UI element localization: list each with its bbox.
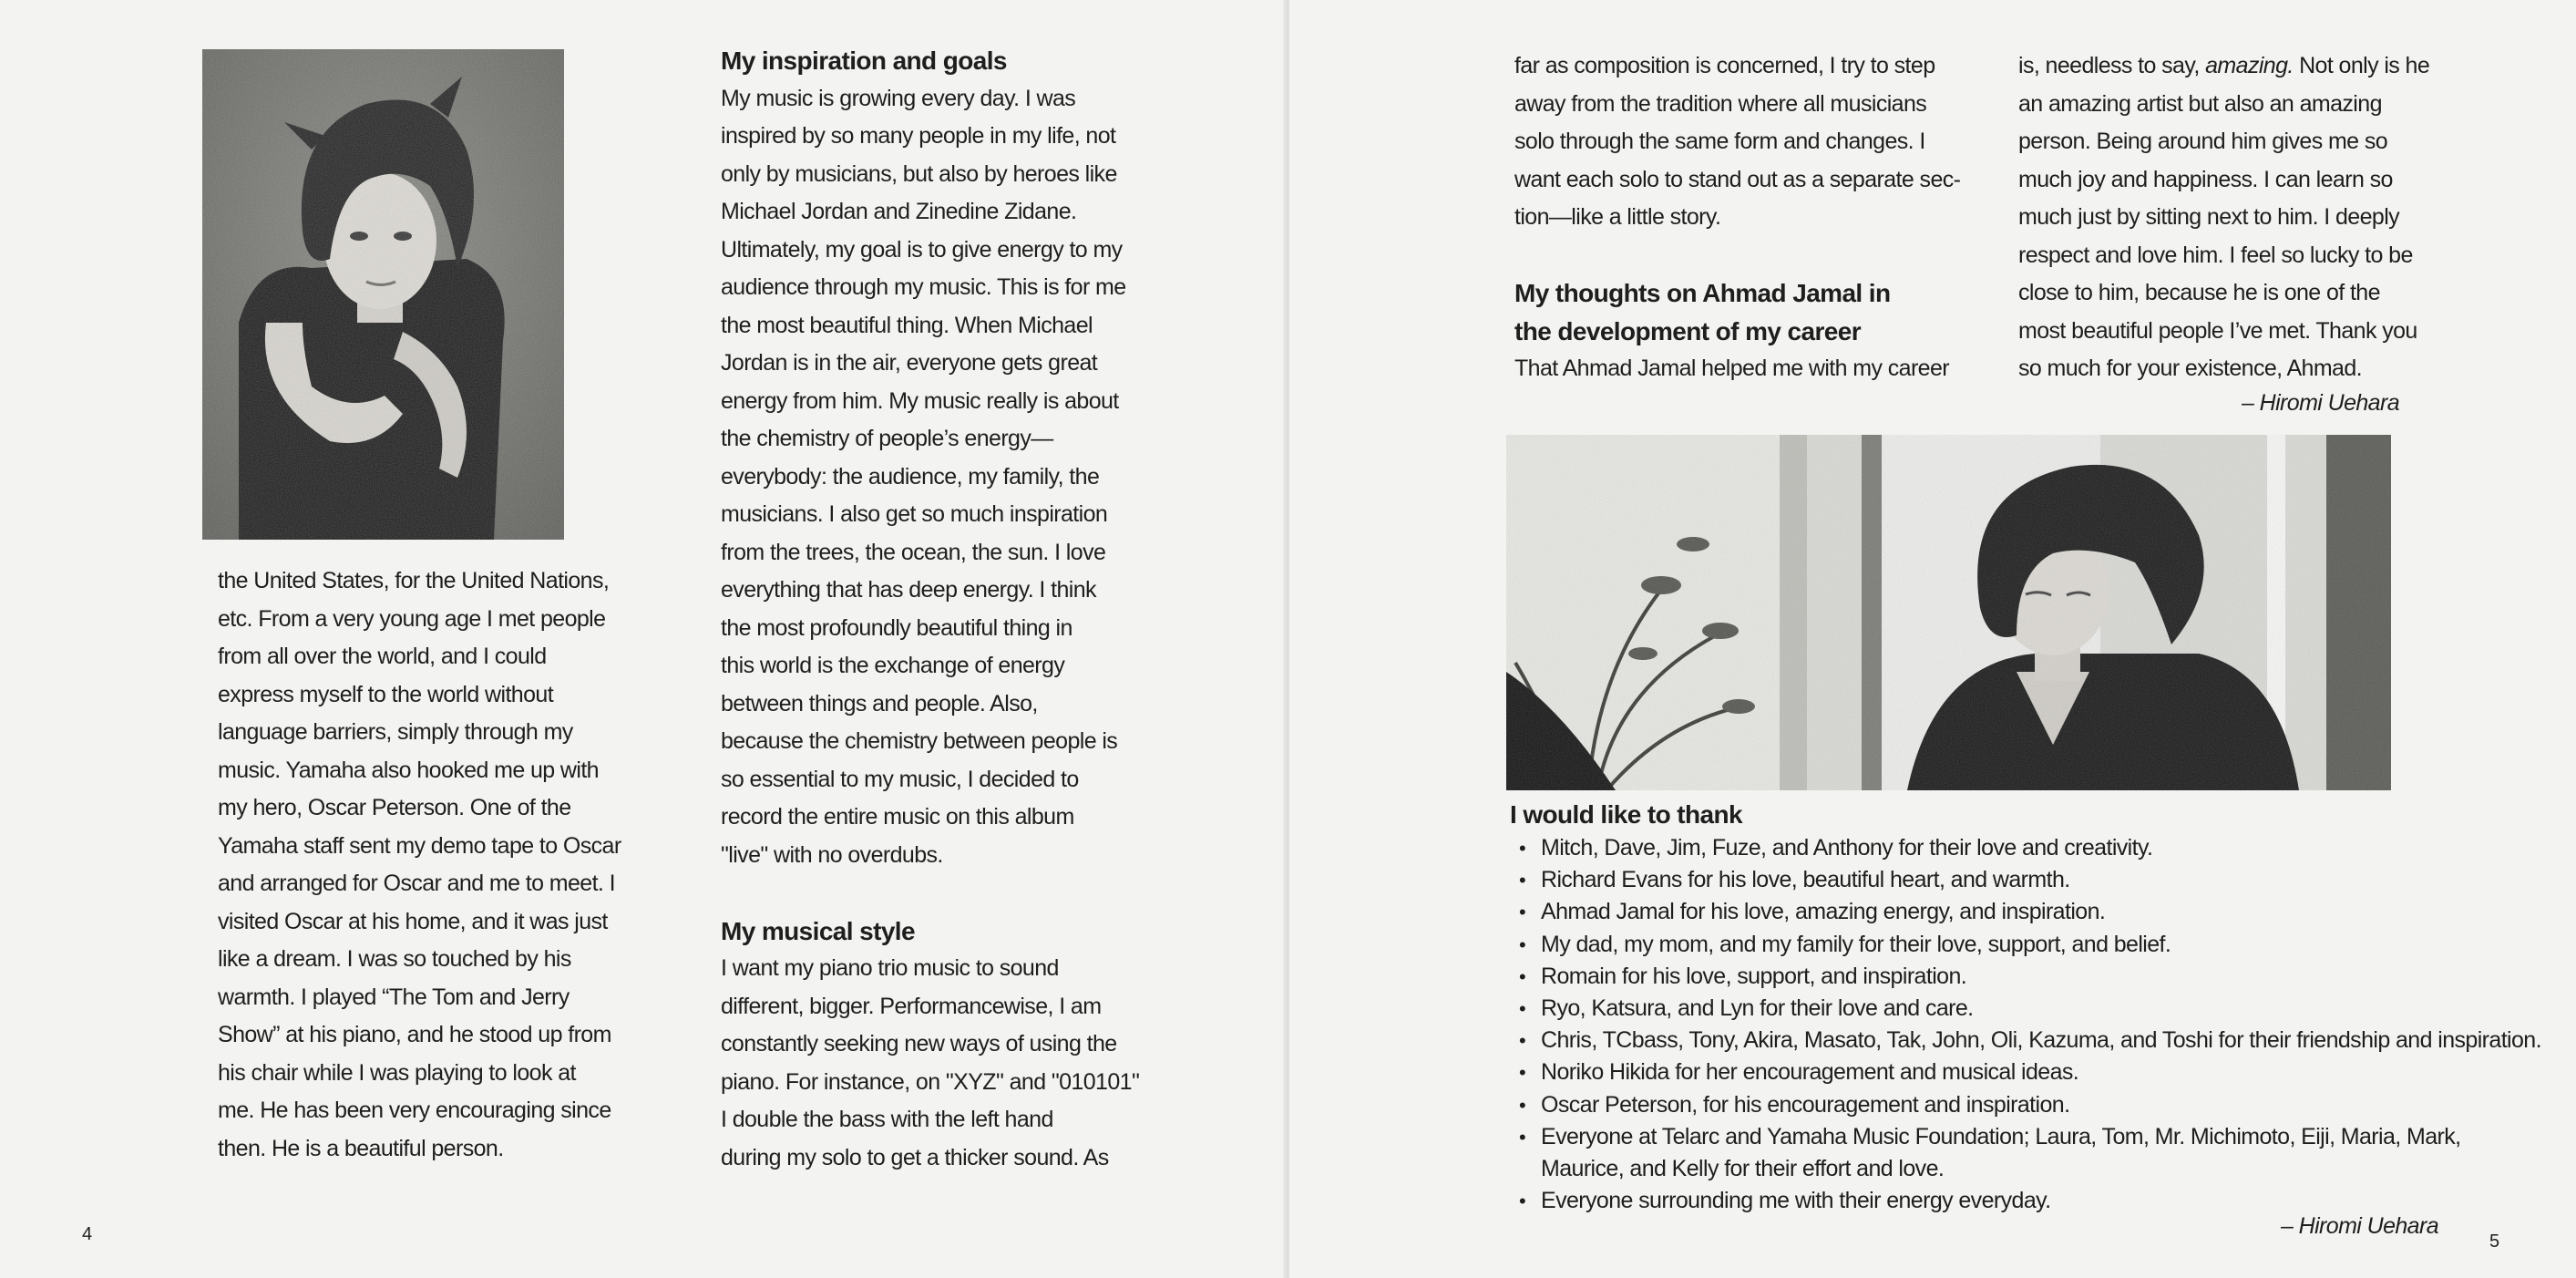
text-line: I double the bass with the left hand	[721, 1107, 1053, 1132]
text-line: That Ahmad Jamal helped me with my career	[1514, 356, 1950, 381]
right-column-1	[1514, 47, 1960, 388]
text-line: my hero, Oscar Peterson. One of the	[218, 795, 571, 820]
spacer	[1514, 237, 1960, 275]
list-item: • Ahmad Jamal for his love, amazing energy, and inspiration.	[1510, 896, 2549, 928]
text-line: inspired by so many people in my life, not	[721, 123, 1116, 149]
text-line: "live" with no overdubs.	[721, 841, 943, 868]
text-line: the most profoundly beautiful thing in	[721, 614, 1072, 641]
list-item: • Everyone surrounding me with their energy everyday.	[1510, 1185, 2549, 1217]
text-line: person. Being around him gives me so	[2018, 129, 2388, 154]
text-line: much just by sitting next to him. I deeply	[2018, 204, 2400, 230]
composition-text	[1514, 47, 1960, 237]
text-line: Yamaha staff sent my demo tape to Oscar	[218, 832, 621, 859]
text-line: only by musicians, but also by heroes like	[721, 160, 1117, 187]
text-line: etc. From a very young age I met people	[218, 605, 606, 632]
text-line: Michael Jordan and Zinedine Zidane.	[721, 199, 1077, 224]
heading-line: the development of my career	[1514, 316, 1861, 345]
thanks-section	[1510, 798, 2549, 1217]
text-line: respect and love him. I feel so lucky to be	[2018, 242, 2413, 268]
text-fragment: is, needless to say,	[2018, 53, 2206, 78]
thanks-list	[1510, 832, 2549, 1217]
heading-line: My thoughts on Ahmad Jamal in	[1514, 279, 1891, 307]
left-column-1-text	[218, 562, 621, 1168]
text-line: audience through my music. This is for me	[721, 274, 1126, 300]
text-line: the most beautiful thing. When Michael	[721, 312, 1093, 338]
right-column-2	[2018, 47, 2429, 388]
list-item: • Noriko Hikida for her encouragement and musical ideas.	[1510, 1056, 2549, 1088]
list-item: • Oscar Peterson, for his encouragement and inspiration.	[1510, 1089, 2549, 1121]
list-item: • Chris, TCbass, Tony, Akira, Masato, Tak, John, Oli, Kazuma, and Toshi for their friendship and inspiration.	[1510, 1025, 2549, 1056]
text-line: Ultimately, my goal is to give energy to my	[721, 236, 1123, 263]
text-line: this world is the exchange of energy	[721, 653, 1065, 678]
text-line: during my solo to get a thicker sound. As	[721, 1144, 1109, 1170]
text-line: an amazing artist but also an amazing	[2018, 90, 2382, 117]
italic-word: amazing.	[2205, 53, 2294, 78]
text-line: everybody: the audience, my family, the	[721, 463, 1100, 490]
text-line: his chair while I was playing to look at	[218, 1059, 576, 1086]
piano-photo	[1506, 435, 2391, 790]
text-line: energy from him. My music really is about	[721, 387, 1119, 414]
text-line: from the trees, the ocean, the sun. I love	[721, 539, 1106, 565]
text-line: everything that has deep energy. I think	[721, 577, 1096, 603]
section-heading-thanks: I would like to thank	[1510, 800, 1742, 829]
text-line: and arranged for Oscar and me to meet. I	[218, 871, 615, 896]
spacer	[721, 874, 1139, 912]
text-line: the United States, for the United Nations,	[218, 568, 610, 593]
text-line: want each solo to stand out as a separate sec-	[1514, 166, 1961, 192]
text-line	[2018, 47, 2429, 86]
list-item: • My dad, my mom, and my family for their love, support, and belief.	[1510, 929, 2549, 961]
inspiration-text	[721, 80, 1139, 875]
section-heading-musical-style: My musical style	[721, 916, 915, 945]
section-heading-ahmad-jamal	[1514, 274, 1960, 350]
text-line: visited Oscar at his home, and it was just	[218, 908, 608, 934]
text-line: tion—like a little story.	[1514, 204, 1721, 230]
jamal-text	[1514, 350, 1960, 388]
text-line: between things and people. Also,	[721, 690, 1038, 716]
text-line: me. He has been very encouraging since	[218, 1098, 611, 1123]
portrait-photo	[202, 49, 564, 540]
style-text	[721, 950, 1139, 1177]
text-line: away from the tradition where all musicians	[1514, 90, 1927, 117]
text-line: so much for your existence, Ahmad.	[2018, 356, 2363, 381]
text-line: piano. For instance, on "XYZ" and "010101"	[721, 1068, 1140, 1095]
jamal-continued-text	[2018, 47, 2429, 388]
text-line: so essential to my music, I decided to	[721, 766, 1079, 792]
page-number-left: 4	[82, 1224, 93, 1244]
text-line: from all over the world, and I could	[218, 644, 547, 669]
text-line: close to him, because he is one of the	[2018, 280, 2380, 305]
text-line: like a dream. I was so touched by his	[218, 946, 571, 972]
text-line: solo through the same form and changes. I	[1514, 129, 1925, 154]
text-line: My music is growing every day. I was	[721, 85, 1076, 111]
page-number-right: 5	[2489, 1232, 2500, 1252]
text-line: language barriers, simply through my	[218, 719, 573, 745]
text-line: far as composition is concerned, I try to step	[1514, 53, 1935, 78]
text-line: record the entire music on this album	[721, 804, 1074, 830]
signature: – Hiromi Uehara	[2242, 390, 2400, 416]
list-item: • Ryo, Katsura, and Lyn for their love and care.	[1510, 993, 2549, 1025]
text-line: music. Yamaha also hooked me up with	[218, 757, 599, 783]
list-item: • Mitch, Dave, Jim, Fuze, and Anthony for their love and creativity.	[1510, 832, 2549, 864]
text-line: warmth. I played “The Tom and Jerry	[218, 984, 570, 1010]
text-line: different, bigger. Performancewise, I am	[721, 993, 1102, 1019]
text-line: most beautiful people I’ve met. Thank you	[2018, 317, 2417, 344]
left-column-2	[721, 42, 1139, 1177]
closing-signature: – Hiromi Uehara	[2281, 1213, 2439, 1239]
text-line: because the chemistry between people is	[721, 728, 1118, 754]
list-item: • Richard Evans for his love, beautiful heart, and warmth.	[1510, 864, 2549, 896]
text-line: I want my piano trio music to sound	[721, 955, 1059, 981]
text-line: express myself to the world without	[218, 681, 554, 707]
text-line: the chemistry of people’s energy—	[721, 426, 1053, 451]
text-fragment: Not only is he	[2293, 53, 2430, 78]
list-item: • Romain for his love, support, and inspiration.	[1510, 961, 2549, 993]
text-line: musicians. I also get so much inspiration	[721, 501, 1108, 527]
text-line: Show” at his piano, and he stood up from	[218, 1022, 611, 1047]
list-item: • Everyone at Telarc and Yamaha Music Foundation; Laura, Tom, Mr. Michimoto, Eiji, Maria, Mark, Maurice, and Kelly for their effort and love.	[1510, 1121, 2549, 1185]
text-line: much joy and happiness. I can learn so	[2018, 166, 2393, 192]
left-column-1	[218, 562, 621, 1168]
text-line: then. He is a beautiful person.	[218, 1135, 504, 1161]
section-heading-inspiration: My inspiration and goals	[721, 46, 1007, 75]
left-page	[0, 0, 1287, 1278]
text-line: constantly seeking new ways of using the	[721, 1031, 1117, 1056]
text-line: Jordan is in the air, everyone gets great	[721, 350, 1098, 376]
